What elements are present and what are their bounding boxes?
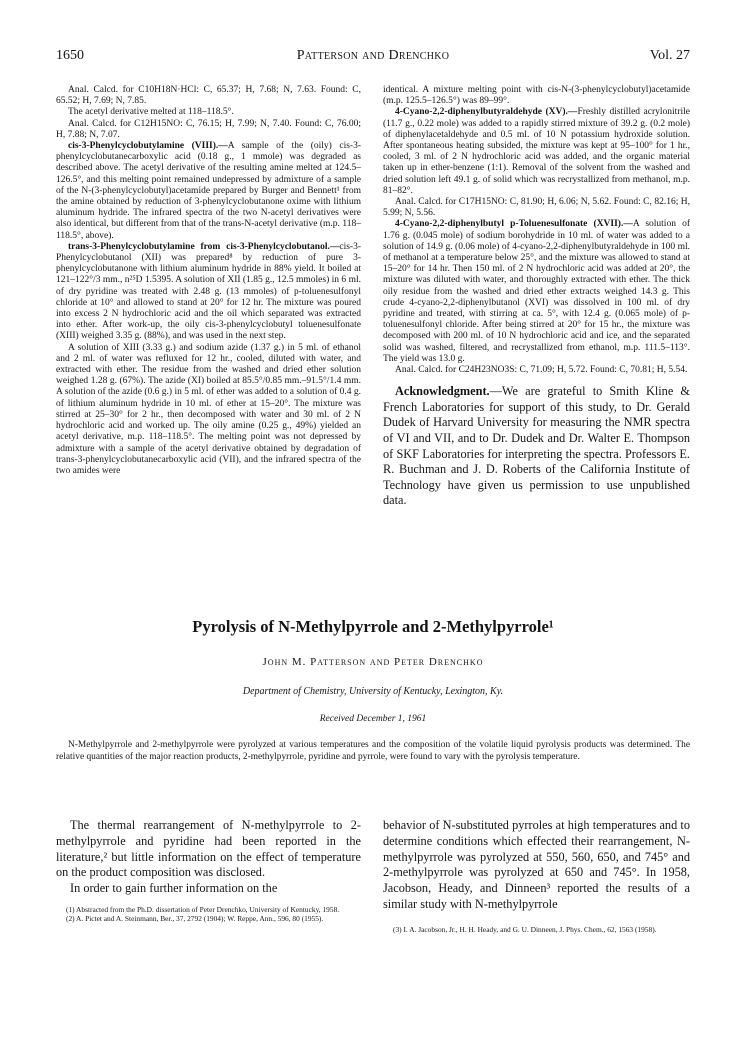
article-title: Pyrolysis of N-Methylpyrrole and 2-Methylpyrrole¹ [192, 617, 554, 636]
section-paragraph [383, 107, 690, 197]
section-paragraph [56, 141, 361, 242]
acknowledgment [383, 384, 690, 509]
continuation-paragraph: identical. A mixture melting point with cis-N-(3-phenylcyclobutyl)acetamide (m.p. 125.5–126.5°) was 89–99°. [383, 85, 690, 107]
analysis-paragraph: Anal. Calcd. for C24H23NO3S: C, 71.09; H, 5.72. Found: C, 70.81; H, 5.54. [395, 365, 688, 376]
analysis-paragraph: Anal. Calcd. for C12H15NO: C, 76.15; H, 7.99; N, 7.40. Found: C, 76.00; H, 7.88; N, 7.07. [56, 118, 361, 140]
article-affiliation: Department of Chemistry, University of Kentucky, Lexington, Ky. [242, 686, 504, 697]
section-text: A solution of 1.76 g. (0.045 mole) of sodium borohydride in 10 ml. of water was added to a solution of 14.9 g. (0.06 mole) of 4-cyano-2,2-diphenylbutyraldehyde in 100 ml. of methanol at a temperature below 25°, and the mixture was allowed to stand at 15–20° for 14 hr. Then 150 ml. of 2 N hydrochloric acid was added at 20°, the mixture was diluted with water, and thoroughly extracted with ether. The thick oily residue from the washed and dried ether extracts weighed 14.3 g. This crude 4-cyano-2,2-diphenylbutanol (XVI) was dissolved in 100 ml. of dry pyridine and treated, with stirring at ca. 5°, with 12.4 g. (0.065 mole) of p-toluenesulfonyl chloride. After being stirred at 20° for 15 hr., the mixture was decomposed with 200 ml. of 10 N hydrochloric acid and ice, and the separated solid was washed, filtered, and recrystallized from ethanol, m.p. 111.5–113°. The yield was 13.0 g. [383, 219, 690, 364]
received-date: Received December 1, 1961 [319, 714, 427, 724]
section-text: cis-3-Phenylcyclobutanol (XII) was prepared⁸ by reduction of pure 3-phenylcyclobutanone with lithium aluminum hydride in 88% yield. It boiled at 121–122°/3 mm., n²⁵D 1.5395. A solution of XII (1.85 g., 12.5 mmoles) in 6 ml. of dry pyridine was treated with 2.48 g. (13 mmoles) of p-toluenesulfonyl chloride at 10° and allowed to stand at 20° for 12 hr. The mixture was poured into excess 2 N hydrochloric acid and the oil which separated was extracted into ether. After work-up, the oily cis-3-phenylcyclobutyl toluenesulfonate (XIII) weighed 3.35 g. (88%), and was used in the next step. [56, 241, 361, 342]
body-paragraph: behavior of N-substituted pyrroles at high temperatures and to determine conditions which effected their rearrangement, N-methylpyrrole was pyrolyzed at 550, 560, 650, and 745° and 2-methylpyrrole was pyrolyzed at 650 and 745°. In 1958, Jacobson, Heady, and Dinneen³ reported the results of a similar study with N-methylpyrrole [383, 818, 690, 911]
section-text: Freshly distilled acrylonitrile (11.7 g., 0.22 mole) was added to a rapidly stirred mixture of 39.2 g. (0.2 mole) of diphenylacetaldehyde and 0.5 ml. of 10 N potassium hydroxide solution. After spontaneous heating subsided, the mixture was kept at 95–100° for 1 hr., cooled, 3 ml. of 2 N hydrochloric acid was added, and the organic material taken up in ether-benzene (1:1). Removal of the solvent from the washed and dried solution left 49.1 g. of solid which was recrystallized from methanol, m.p. 81–82°. [383, 107, 690, 196]
footnote: (1) Abstracted from the Ph.D. dissertation of Peter Drenchko, University of Kentucky, 1958. [66, 904, 340, 914]
volume-label: Vol. 27 [649, 48, 690, 63]
left-column [56, 85, 361, 477]
body-paragraph: The thermal rearrangement of N-methylpyrrole to 2-methylpyrrole and pyridine had been reported in the literature,² but little information on the effect of temperature on the product composition was disclosed. [56, 818, 361, 880]
section-heading: 4-Cyano-2,2-diphenylbutyl p-Toluenesulfonate (XVII).— [395, 219, 633, 230]
acetyl-melting-paragraph: The acetyl derivative melted at 118–118.5°. [68, 107, 234, 118]
footnote: (2) A. Pictet and A. Steinmann, Ber., 37, 2792 (1904); W. Reppe, Ann., 596, 80 (1955). [66, 914, 324, 924]
section-paragraph [56, 242, 361, 343]
body-paragraph: In order to gain further information on the [70, 881, 278, 896]
article-authors: John M. Patterson and Peter Drenchko [262, 656, 484, 668]
acknowledgment-heading: Acknowledgment. [395, 384, 490, 399]
analysis-paragraph: Anal. Calcd. for C17H15NO: C, 81.90; H, 6.06; N, 5.62. Found: C, 82.16; H, 5.99; N, 5.56. [383, 197, 690, 219]
running-title: Patterson and Drenchko [296, 48, 450, 63]
section-paragraph [383, 219, 690, 365]
footnote: (3) I. A. Jacobson, Jr., H. H. Heady, and G. U. Dinneen, J. Phys. Chem., 62, 1563 (1958). [393, 924, 657, 934]
section-heading: cis-3-Phenylcyclobutylamine (VIII).— [68, 141, 228, 152]
acknowledgment-text: —We are grateful to Smith Kline & French Laboratories for support of this study, to Dr. Gerald Dudek of Harvard University for measuring the NMR spectra of VI and VII, and to Dr. Dudek and Dr. Walter E. Thompson of SKF Laboratories for interpreting the spectra. Professors E. R. Buchman and J. D. Roberts of the California Institute of Technology have given us permission to use unpublished data. [383, 384, 690, 508]
procedure-paragraph: A solution of XIII (3.33 g.) and sodium azide (1.37 g.) in 5 ml. of ethanol and 2 ml. of water was refluxed for 12 hr., cooled, diluted with water, and extracted with ether. The residue from the washed and dried ether solution weighed 1.28 g. (67%). The azide (XI) boiled at 85.5°/0.85 mm.–91.5°/1.4 mm. A solution of the azide (0.6 g.) in 5 ml. of ether was added to a solution of 0.4 g. of lithium aluminum hydride in 10 ml. of ether at 15–20°. The mixture was stirred at 25–30° for 2 hr., then decomposed with water and 30 ml. of 2 N hydrochloric acid and worked up. The oily amine (0.25 g., 49%) yielded an acetyl derivative, m.p. 118–118.5°. The melting point was not depressed by admixture with a sample of the acetyl derivative obtained by degradation of trans-3-phenylcyclobutanecarboxylic acid (VII), and the infrared spectra of the two amides were [56, 342, 361, 476]
section-text: A sample of the (oily) cis-3-phenylcyclobutanecarboxylic acid (0.18 g., 1 mmole) was degraded as described above. The acetyl derivative of the resulting amine melted at 124.5–126.5°, and this melting point remained undepressed by admixture of a sample of the N-(3-phenylcyclobutyl)acetamide prepared by Burger and Bennett¹ from the amine obtained by reduction of 3-phenylcyclobutanone oxime with lithium aluminum hydride. The infrared spectra of the two N-acetyl derivatives were also identical, but different from that of the trans-N-acetyl derivative (m.p. 118–118.5°, above). [56, 141, 361, 241]
running-header [56, 48, 690, 68]
section-heading: 4-Cyano-2,2-diphenylbutyraldehyde (XV).— [395, 107, 578, 118]
article-abstract: N-Methylpyrrole and 2-methylpyrrole were pyrolyzed at various temperatures and the composition of the volatile liquid pyrolysis products was determined. The relative quantities of the major reaction products, 2-methylpyrrole, pyridine and pyrrole, were found to vary with the pyrolysis temperature. [56, 740, 690, 762]
right-column [383, 85, 690, 509]
body-left-column [56, 818, 361, 924]
analysis-paragraph: Anal. Calcd. for C10H18N·HCl: C, 65.37; H, 7.68; N, 7.63. Found: C, 65.52; H, 7.69; N, 7.85. [56, 85, 361, 107]
section-heading: trans-3-Phenylcyclobutylamine from cis-3-Phenylcyclobutanol.— [68, 241, 340, 252]
body-right-column [383, 818, 690, 934]
page-number: 1650 [56, 48, 84, 63]
